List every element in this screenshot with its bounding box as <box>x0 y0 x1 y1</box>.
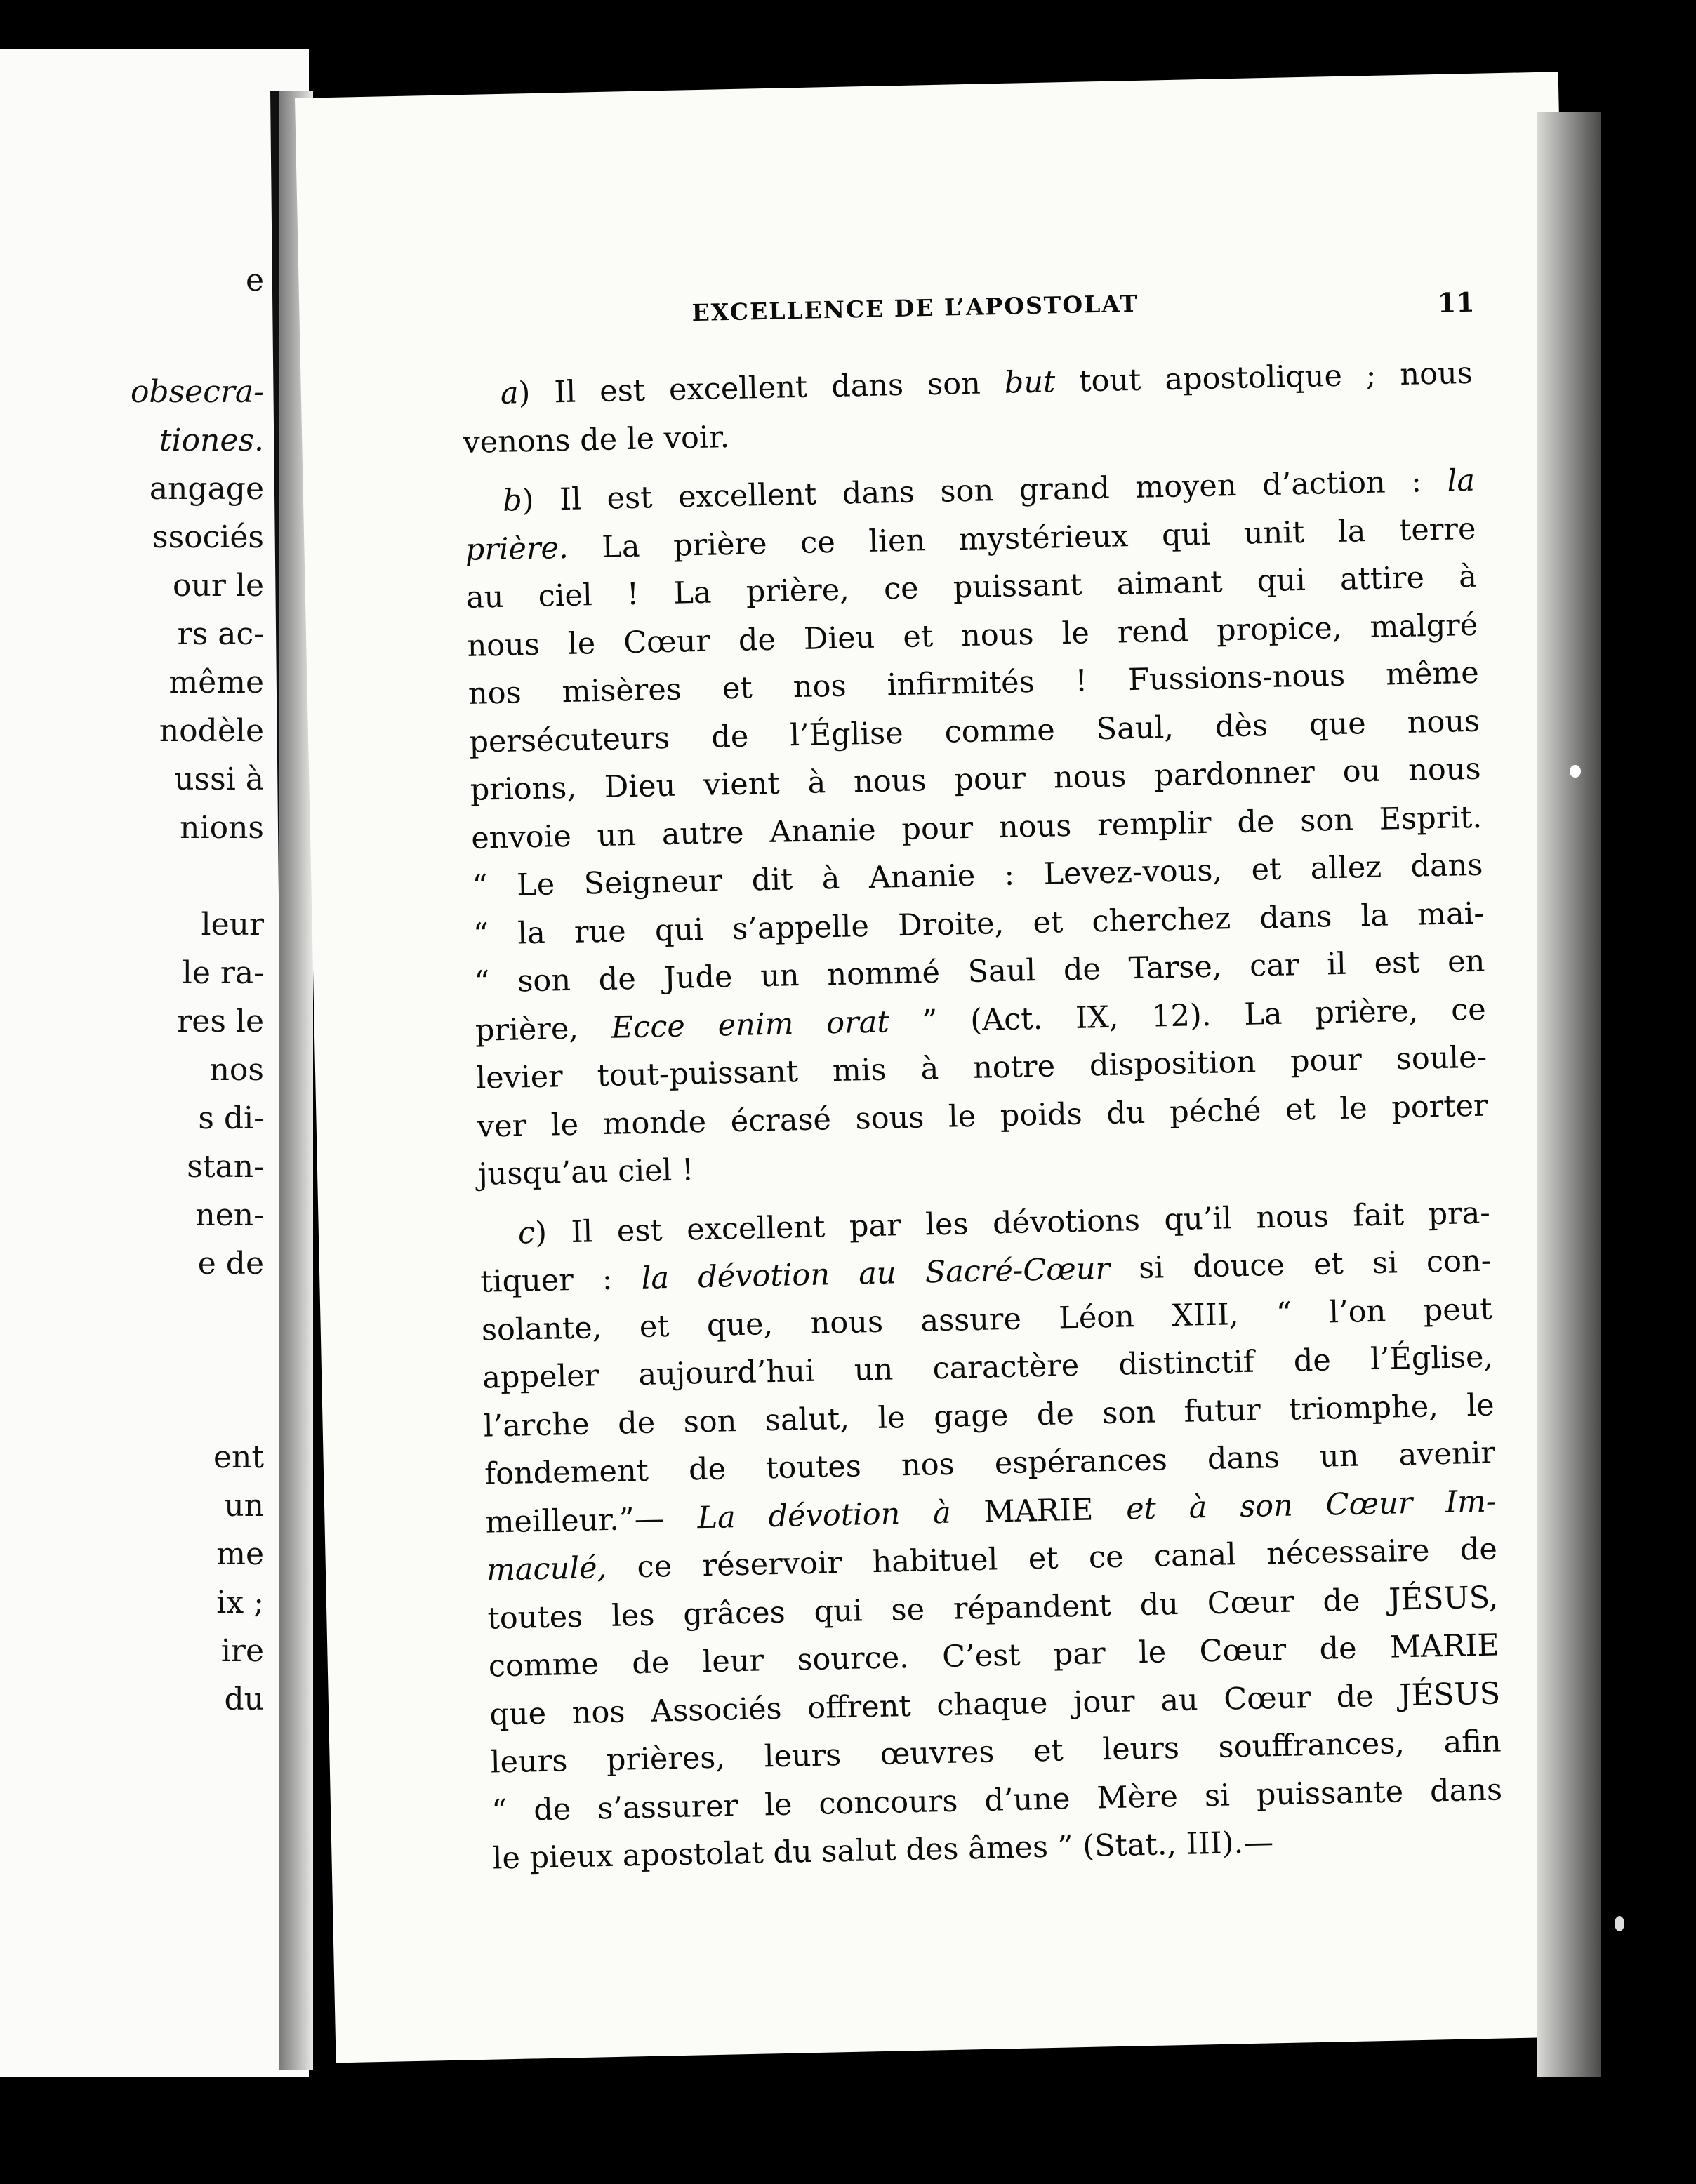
previous-page-line: e <box>245 262 264 298</box>
previous-page-line: tiones. <box>159 422 264 458</box>
text-run: “ de s’assurer le concours d’une Mère si puissante dans <box>491 1771 1503 1829</box>
text-run: envoie un autre Ananie pour nous remplir de son Esprit. <box>470 799 1483 856</box>
page-content <box>460 272 1504 1894</box>
text-run: tout apostolique ; nous <box>1054 355 1473 400</box>
text-run: persécuteurs de l’Église comme Saul, dès que nous <box>468 703 1480 760</box>
previous-page-line: res le <box>177 1004 264 1039</box>
text-run: le pieux apostolat du salut des âmes ” (Stat., III).— <box>492 1825 1274 1877</box>
text-run: comme de leur source. C’est par le Cœur de MARIE <box>488 1627 1500 1684</box>
text-run: fondement de toutes nos espérances dans un avenir <box>484 1435 1496 1492</box>
previous-page-line: nodèle <box>159 713 264 749</box>
scan-speck <box>1615 1916 1624 1931</box>
previous-page-line: s di- <box>198 1100 264 1136</box>
text-run: prions, Dieu vient à nous pour nous pardonner ou nous <box>470 751 1482 808</box>
text-run: b <box>502 483 523 519</box>
text-run: prière, <box>475 1010 612 1048</box>
running-title: EXCELLENCE DE L’APOSTOLAT <box>691 289 1139 327</box>
previous-page-line: nos <box>209 1052 264 1088</box>
body-text <box>461 349 1504 1883</box>
text-run: que nos Associés offrent chaque jour au Cœur de JÉSUS <box>489 1675 1501 1733</box>
previous-page-line: our le <box>173 568 264 604</box>
text-run: toutes les grâces qui se répandent du Cœur de JÉSUS, <box>487 1579 1499 1637</box>
text-run: but <box>1004 364 1056 401</box>
text-run: c <box>517 1215 536 1251</box>
paragraph <box>479 1189 1504 1883</box>
paragraph <box>464 457 1490 1199</box>
previous-page-line: me <box>216 1536 264 1572</box>
text-run: La prière ce lien mystérieux qui unit la terre <box>568 511 1476 566</box>
previous-page-line: nions <box>180 810 264 846</box>
text-run: “ Le Seigneur dit à Ananie : Levez-vous, et allez dans <box>472 847 1483 904</box>
text-run: MARIE <box>950 1491 1127 1531</box>
text-run: “ la rue qui s’appelle Droite, et cherchez dans la mai- <box>472 895 1485 952</box>
previous-page-line: ent <box>213 1439 264 1475</box>
previous-page-line: ire <box>220 1633 264 1669</box>
text-run: l’arche de son salut, le gage de son futur triomphe, le <box>483 1387 1495 1444</box>
text-run: la dévotion au Sacré-Cœur <box>641 1251 1111 1296</box>
text-run: nous le Cœur de Dieu et nous le rend propice, malgré <box>467 607 1478 664</box>
previous-page-line: ssociés <box>152 519 264 555</box>
text-run: meilleur.”— <box>485 1500 698 1540</box>
text-run: “ son de Jude un nommé Saul de Tarse, car il est en <box>474 943 1485 1000</box>
text-run: ) Il est excellent dans son <box>518 365 1005 411</box>
text-run: si douce et si con- <box>1109 1243 1492 1286</box>
previous-page-line: angage <box>149 471 264 507</box>
text-run: au ciel ! La prière, ce puissant aimant qui attire à <box>465 559 1478 615</box>
text-run: a <box>500 375 519 411</box>
text-run: ) Il est excellent par les dévotions qu’il nous fait pra- <box>534 1195 1491 1251</box>
previous-page-line: stan- <box>187 1149 264 1185</box>
text-run: tiquer : <box>479 1260 642 1300</box>
previous-page-line: e de <box>197 1246 264 1281</box>
text-run: la <box>1446 462 1476 499</box>
text-run: leurs prières, leurs œuvres et leurs souffrances, afin <box>490 1724 1502 1780</box>
text-run: Ecce enim orat <box>611 1004 890 1046</box>
previous-page-line: un <box>224 1488 264 1524</box>
text-run: appeler aujourd’hui un caractère distinctif de l’Église, <box>482 1339 1494 1396</box>
text-run: ce réservoir habituel et ce canal nécessaire de <box>606 1531 1498 1586</box>
previous-page-line: du <box>224 1682 264 1717</box>
text-run: jusqu’au ciel ! <box>477 1152 694 1192</box>
text-run: ) Il est excellent dans son grand moyen d’action : <box>522 463 1448 519</box>
previous-page-line: nen- <box>195 1197 264 1233</box>
text-run: maculé, <box>486 1550 607 1588</box>
previous-page-line: ix ; <box>216 1585 264 1620</box>
previous-page-line: leur <box>201 907 264 943</box>
page-number: 11 <box>1437 286 1476 319</box>
previous-page-line: obsecra- <box>130 374 264 410</box>
text-run: ” (Act. IX, 12). La prière, ce <box>889 992 1487 1039</box>
text-run: venons de le voir. <box>462 419 730 460</box>
previous-page-line: même <box>168 665 264 700</box>
page-edge-shadow <box>1537 112 1601 2077</box>
previous-page-line: le ra- <box>182 955 264 991</box>
text-run: La dévotion à <box>697 1495 952 1536</box>
text-run: solante, et que, nous assure Léon XIII, “ l’on peut <box>481 1291 1493 1348</box>
text-run: ver le monde écrasé sous le poids du péché et le porter <box>477 1088 1489 1145</box>
text-run: et à son Cœur Im- <box>1125 1483 1497 1526</box>
previous-page-line: ussi à <box>174 761 264 797</box>
text-run: levier tout-puissant mis à notre disposition pour soule- <box>475 1039 1488 1096</box>
previous-page-line: rs ac- <box>177 616 264 652</box>
scan-speck <box>1570 765 1581 778</box>
text-run: nos misères et nos infirmités ! Fussions-nous même <box>468 655 1480 712</box>
text-run: prière. <box>465 530 569 568</box>
